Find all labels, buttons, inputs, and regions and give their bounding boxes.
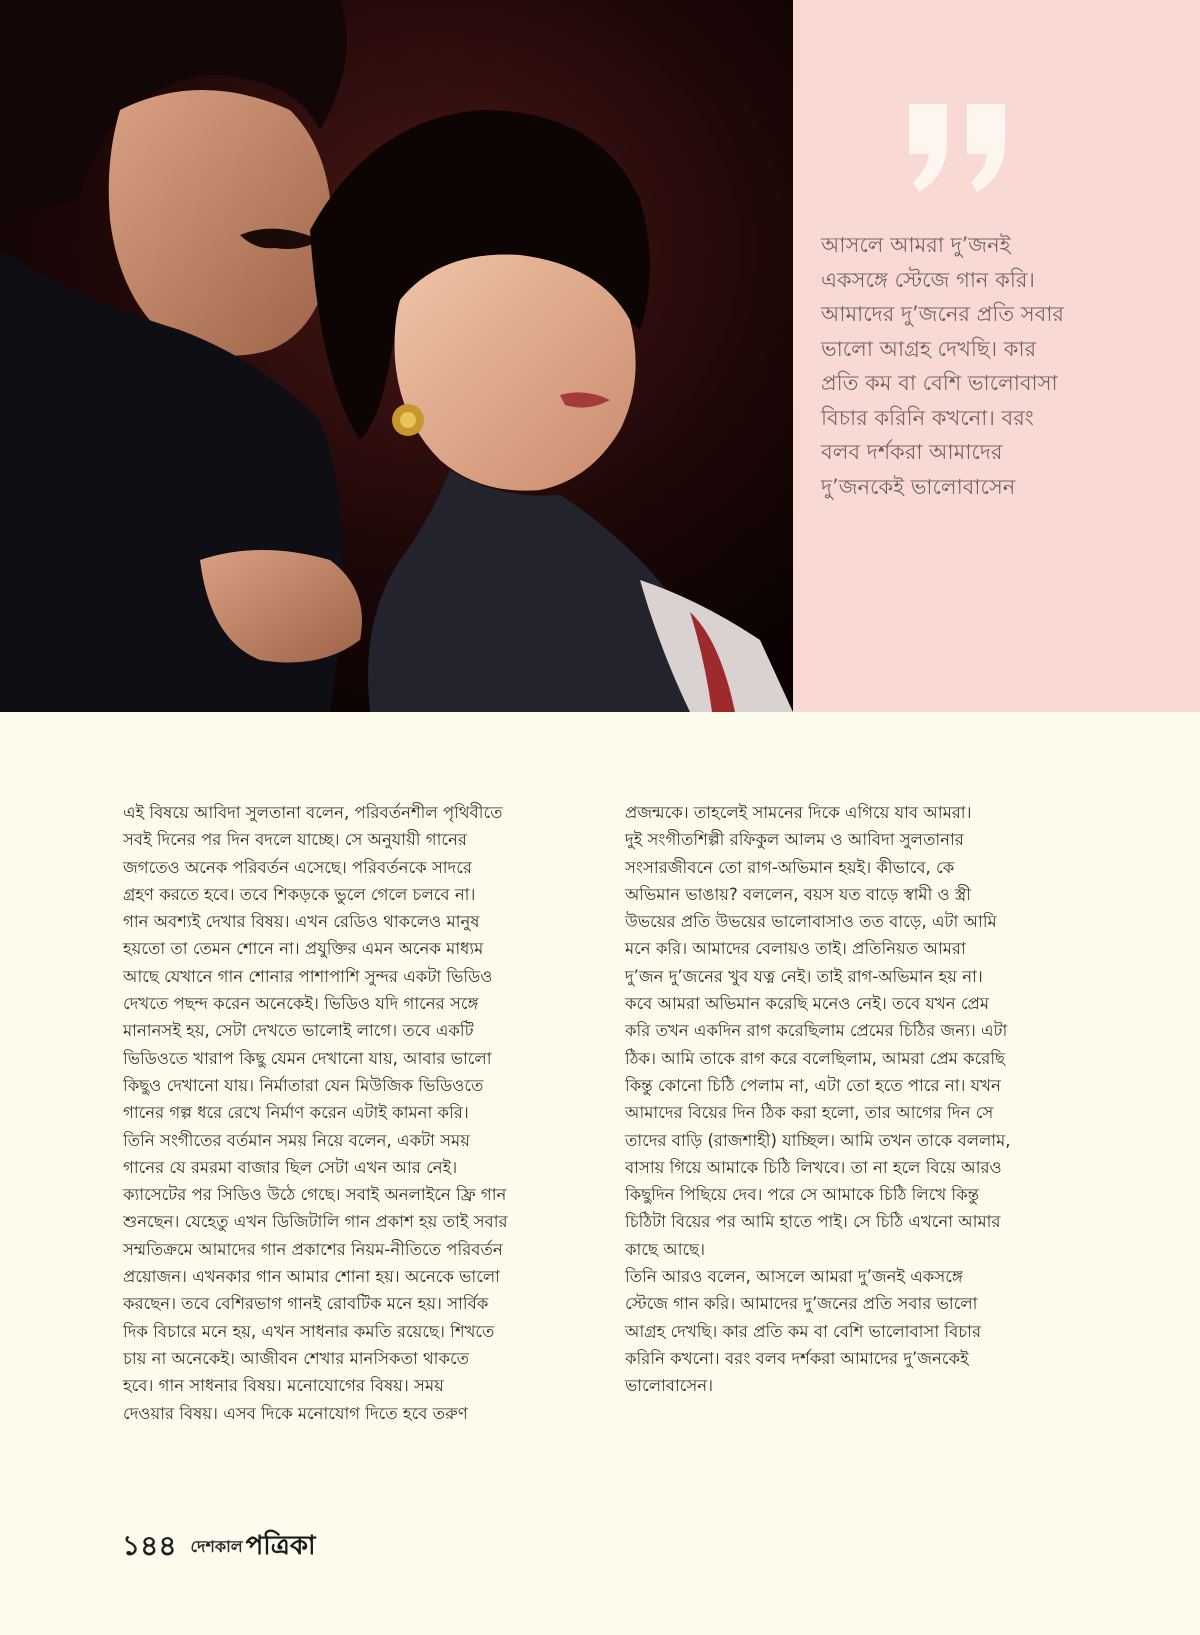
article-line: দেওয়ার বিষয়। এসব দিকে মনোযোগ দিতে হবে তরুণ	[123, 1403, 468, 1423]
quote-line: প্রতি কম বা বেশি ভালোবাসা	[821, 371, 1058, 395]
article-line: মানানসই হয়, সেটা দেখতে ভালোই লাগে। তবে একটি	[123, 1021, 474, 1041]
quote-line: ভালো আগ্রহ দেখছি। কার	[821, 336, 1037, 361]
article-line: দিক বিচারে মনে হয়, এখন সাধনার কমতি রয়েছে। শিখতে	[123, 1321, 495, 1341]
article-line: ঠিক। আমি তাকে রাগ করে বলেছিলাম, আমরা প্রেম করেছি	[625, 1048, 1006, 1068]
article-line: চিঠিটা বিয়ের পর আমি হাতে পাই। সে চিঠি এখনো আমার	[625, 1212, 1001, 1232]
article-line: কিছুদিন পিছিয়ে দেব। পরে সে আমাকে চিঠি লিখে কিন্তু	[625, 1185, 980, 1205]
article-column-right	[625, 799, 1095, 1400]
pull-quote-panel	[793, 0, 1200, 712]
article-line: সম্মতিক্রমে আমাদের গান প্রকাশের নিয়ম-নীতিতে পরিবর্তন	[123, 1239, 503, 1259]
magazine-name: দেশকাল	[190, 1536, 243, 1556]
article-line: দেখতে পছন্দ করেন অনেকেই। ভিডিও যদি গানের সঙ্গে	[123, 994, 479, 1014]
article-line: গানের গল্প ধরে রেখে নির্মাণ করেন এটাই কামনা করি।	[123, 1103, 469, 1123]
article-line: দু’জন দু’জনের খুব যত্ন নেই। তাই রাগ-অভিমান হয় না।	[625, 966, 983, 986]
article-line: অভিমান ভাঙায়? বললেন, বয়স যত বাড়ে স্বামী ও স্ত্রী	[625, 884, 971, 904]
article-line: কিছুও দেখানো যায়। নির্মাতারা যেন মিউজিক ভিডিওতে	[123, 1075, 484, 1095]
article-line: কাছে আছে।	[625, 1239, 705, 1259]
article-line: স্টেজে গান করি। আমাদের দু’জনের প্রতি সবার ভালো	[625, 1294, 978, 1314]
page-number: ১৪৪	[122, 1528, 177, 1562]
quote-mark-icon	[905, 96, 1015, 206]
article-line: হয়তো তা তেমন শোনে না। প্রযুক্তির এমন অনেক মাধ্যম	[123, 939, 484, 959]
article-line: জগতেও অনেক পরিবর্তন এসেছে। পরিবর্তনকে সাদরে	[123, 857, 472, 877]
article-line: আমাদের বিয়ের দিন ঠিক করা হলো, তার আগের দিন সে	[625, 1103, 994, 1123]
article-line: করিনি কখনো। বরং বলব দর্শকরা আমাদের দু’জনকেই	[625, 1348, 969, 1368]
article-line: সংসারজীবনে তো রাগ-অভিমান হয়ই। কীভাবে, কে	[625, 857, 955, 877]
article-line: গান অবশ্যই দেখার বিষয়। এখন রেডিও থাকলেও মানুষ	[123, 912, 480, 932]
article-line: শুনছেন। যেহেতু এখন ডিজিটালি গান প্রকাশ হয় তাই সবার	[123, 1212, 508, 1232]
article-line: আগ্রহ দেখছি। কার প্রতি কম বা বেশি ভালোবাসা বিচার	[625, 1321, 982, 1341]
quote-line: বলব দর্শকরা আমাদের	[821, 440, 1003, 464]
article-line: কিন্তু কোনো চিঠি পেলাম না, এটা তো হতে পারে না। যখন	[625, 1075, 1001, 1095]
article-line: প্রয়োজন। এখনকার গান আমার শোনা হয়। অনেকে ভালো	[123, 1267, 500, 1287]
article-line: ভিডিওতে খারাপ কিছু যেমন দেখানো যায়, আবার ভালো	[123, 1048, 492, 1068]
article-line: তিনি আরও বলেন, আসলে আমরা দু’জনই একসঙ্গে	[625, 1267, 963, 1287]
article-line: প্রজন্মকে। তাহলেই সামনের দিকে এগিয়ে যাব আমরা।	[625, 803, 972, 822]
couple-photo	[0, 0, 793, 712]
magazine-logo: পত্রিকা	[245, 1531, 316, 1561]
couple-photo-illustration	[0, 0, 793, 712]
article-line: এই বিষয়ে আবিদা সুলতানা বলেন, পরিবর্তনশীল পৃথিবীতে	[123, 803, 503, 822]
article-line: মনে করি। আমাদের বেলায়ও তাই। প্রতিনিয়ত আমরা	[625, 939, 966, 959]
article-line: হবে। গান সাধনার বিষয়। মনোযোগের বিষয়। সময়	[123, 1376, 444, 1396]
article-line: সবই দিনের পর দিন বদলে যাচ্ছে। সে অনুযায়ী গানের	[123, 830, 467, 850]
article-line: তিনি সংগীতের বর্তমান সময় নিয়ে বলেন, একটা সময়	[123, 1130, 470, 1150]
hero-section	[0, 0, 1200, 712]
article-line: গ্রহণ করতে হবে। তবে শিকড়কে ভুলে গেলে চলবে না।	[123, 884, 476, 904]
quote-line: একসঙ্গে স্টেজে গান করি।	[821, 267, 1035, 292]
quote-line: বিচার করিনি কখনো। বরং	[821, 405, 1034, 430]
article-line: গানের যে রমরমা বাজার ছিল সেটা এখন আর নেই।	[123, 1157, 458, 1177]
article-line: ভালোবাসেন।	[625, 1376, 714, 1396]
page-footer	[122, 1527, 316, 1567]
article-line: আছে যেখানে গান শোনার পাশাপাশি সুন্দর একটা ভিডিও	[123, 966, 493, 986]
article-line: বাসায় গিয়ে আমাকে চিঠি লিখবে। তা না হলে বিয়ে আরও	[625, 1157, 1002, 1177]
article-line: করি তখন একদিন রাগ করেছিলাম প্রেমের চিঠির জন্য। এটা	[625, 1021, 1008, 1041]
article-column-left	[123, 799, 593, 1427]
article-line: করছেন। তবে বেশিরভাগ গানই রোবটিক মনে হয়। সার্বিক	[123, 1294, 489, 1314]
article-line: চায় না অনেকেই। আজীবন শেখার মানসিকতা থাকতে	[123, 1348, 469, 1368]
quote-line: আমাদের দু’জনের প্রতি সবার	[821, 302, 1064, 326]
article-line: দুই সংগীতশিল্পী রফিকুল আলম ও আবিদা সুলতানার	[625, 830, 964, 850]
article-line: উভয়ের প্রতি উভয়ের ভালোবাসাও তত বাড়ে, এটা আমি	[625, 912, 997, 932]
article-line: তাদের বাড়ি (রাজশাহী) যাচ্ছিল। আমি তখন তাকে বললাম,	[625, 1130, 1011, 1150]
article-line: ক্যাসেটের পর সিডিও উঠে গেছে। সবাই অনলাইনে ফ্রি গান	[123, 1185, 507, 1205]
quote-line: দু’জনকেই ভালোবাসেন	[821, 474, 1016, 499]
pull-quote-text	[821, 228, 1166, 504]
quote-line: আসলে আমরা দু’জনই	[821, 233, 1011, 257]
article-line: কবে আমরা অভিমান করেছি মনেও নেই। তবে যখন প্রেম	[625, 994, 990, 1014]
